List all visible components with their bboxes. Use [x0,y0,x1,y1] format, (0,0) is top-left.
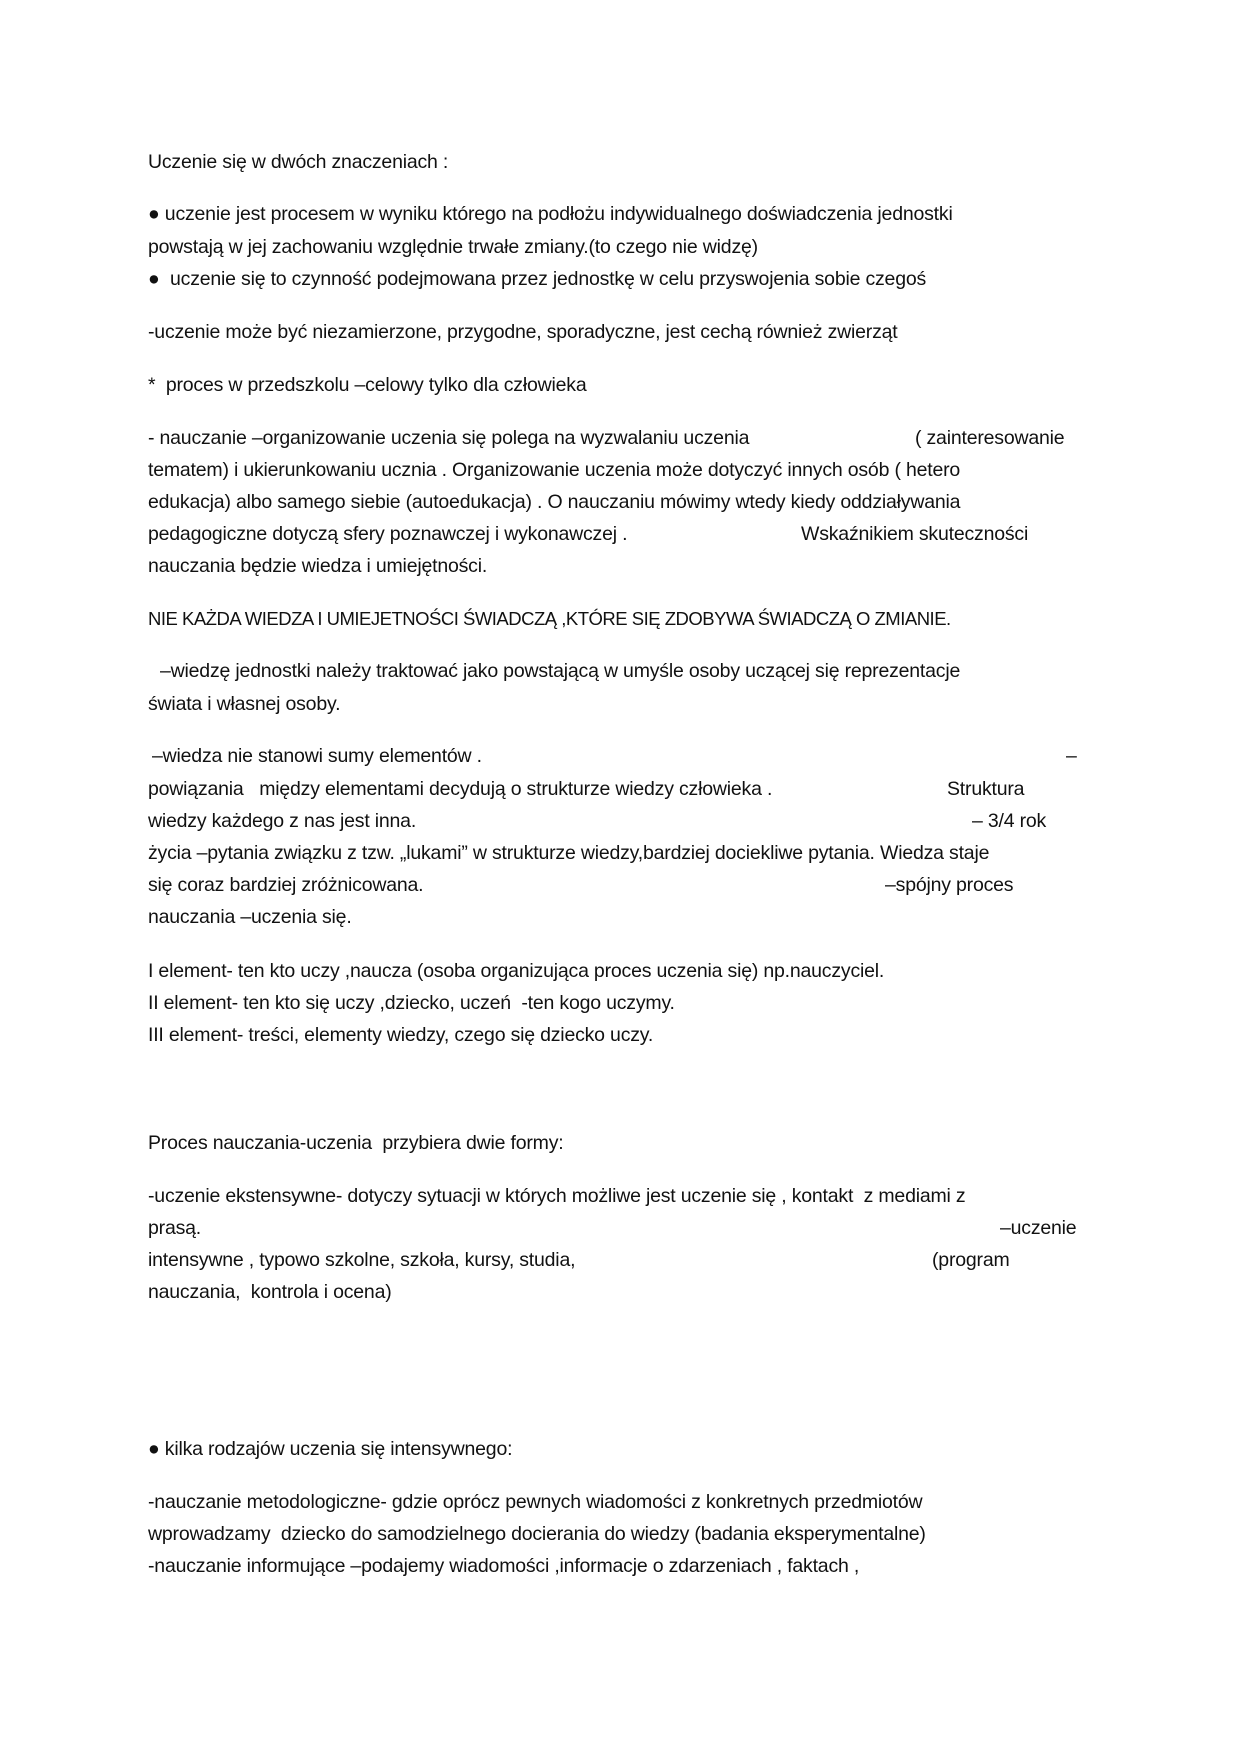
structure-line-2-right: Struktura [947,778,1025,800]
structure-line-4: życia –pytania związku z tzw. „lukami” w strukturze wiedzy,bardziej dociekliwe pytania. Wiedza staje [148,842,990,864]
teaching-line-1: - nauczanie –organizowanie uczenia się polega na wyzwalaniu uczenia [148,427,750,449]
teaching-line-1-right: ( zainteresowanie [915,427,1065,449]
structure-line-5-right: –spójny proces [885,874,1014,896]
teaching-line-4: pedagogiczne dotyczą sfery poznawczej i wykonawczej . [148,523,628,545]
caps-statement: NIE KAŻDA WIEDZA I UMIEJETNOŚCI ŚWIADCZĄ ,KTÓRE SIĘ ZDOBYWA ŚWIADCZĄ O ZMIANIE. [148,608,951,629]
unintended-learning: -uczenie może być niezamierzone, przygodne, sporadyczne, jest cechą również zwierząt [148,321,898,343]
preschool-process: * proces w przedszkolu –celowy tylko dla człowieka [148,374,587,396]
teaching-line-3: edukacja) albo samego siebie (autoedukacja) . O nauczaniu mówimy wtedy kiedy oddziaływania [148,491,961,513]
forms-line-2: prasą. [148,1217,201,1239]
knowledge-line-2: świata i własnej osoby. [148,693,341,715]
teaching-line-5: nauczania będzie wiedza i umiejętności. [148,555,488,577]
element-2: II element- ten kto się uczy ,dziecko, uczeń -ten kogo uczymy. [148,992,675,1014]
element-3: III element- treści, elementy wiedzy, czego się dziecko uczy. [148,1024,654,1046]
forms-line-1: -uczenie ekstensywne- dotyczy sytuacji w których możliwe jest uczenie się , kontakt z mediami z [148,1185,966,1207]
teaching-line-4-right: Wskaźnikiem skuteczności [801,523,1029,545]
structure-line-6: nauczania –uczenia się. [148,906,352,928]
structure-line-1-right: – [1066,745,1077,767]
structure-line-3-right: – 3/4 rok [972,810,1047,832]
structure-line-5: się coraz bardziej zróżnicowana. [148,874,424,896]
kinds-line-2: wprowadzamy dziecko do samodzielnego docierania do wiedzy (badania eksperymentalne) [148,1523,926,1545]
knowledge-line-1: –wiedzę jednostki należy traktować jako powstającą w umyśle osoby uczącej się reprezentacje [160,660,961,682]
kinds-heading: ● kilka rodzajów uczenia się intensywnego: [148,1438,513,1460]
forms-line-3: intensywne , typowo szkolne, szkoła, kursy, studia, [148,1249,576,1271]
teaching-line-2: tematem) i ukierunkowaniu ucznia . Organizowanie uczenia może dotyczyć innych osób ( hetero [148,459,961,481]
kinds-line-1: -nauczanie metodologiczne- gdzie oprócz pewnych wiadomości z konkretnych przedmiotów [148,1491,923,1513]
structure-line-1: –wiedza nie stanowi sumy elementów . [152,745,482,767]
element-1: I element- ten kto uczy ,naucza (osoba organizująca proces uczenia się) np.nauczyciel. [148,960,885,982]
kinds-line-3: -nauczanie informujące –podajemy wiadomości ,informacje o zdarzeniach , faktach , [148,1555,860,1577]
definition-1-line-1: ● uczenie jest procesem w wyniku którego na podłożu indywidualnego doświadczenia jednostki [148,203,953,225]
structure-line-2: powiązania między elementami decydują o strukturze wiedzy człowieka . [148,778,773,800]
heading: Uczenie się w dwóch znaczeniach : [148,151,449,173]
forms-line-2-right: –uczenie [1000,1217,1077,1239]
forms-heading: Proces nauczania-uczenia przybiera dwie formy: [148,1132,564,1154]
forms-line-3-right: (program [932,1249,1010,1271]
definition-2-line-1: ● uczenie się to czynność podejmowana przez jednostkę w celu przyswojenia sobie czegoś [148,268,927,290]
forms-line-4: nauczania, kontrola i ocena) [148,1281,392,1303]
definition-1-line-2: powstają w jej zachowaniu względnie trwałe zmiany.(to czego nie widzę) [148,236,758,258]
structure-line-3: wiedzy każdego z nas jest inna. [148,810,417,832]
